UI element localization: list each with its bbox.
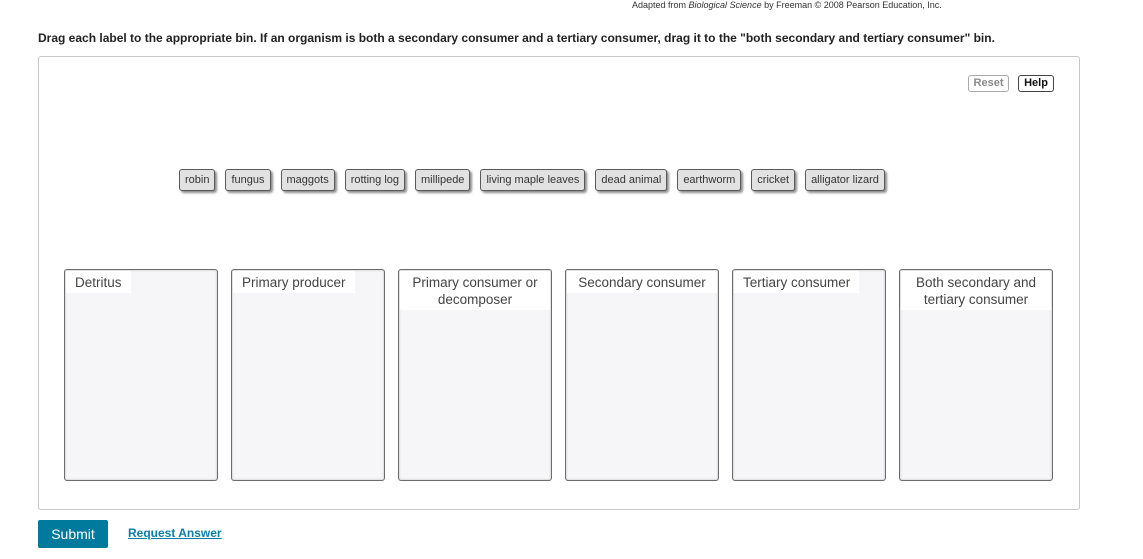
bin-tertiary-consumer[interactable] [732, 269, 886, 481]
draggable-label-living-maple-leaves[interactable]: living maple leaves [480, 169, 585, 191]
draggable-label-fungus[interactable]: fungus [225, 169, 270, 191]
credit-prefix: Adapted from [632, 0, 689, 10]
draggable-label-millipede[interactable]: millipede [415, 169, 470, 191]
drag-drop-panel [38, 56, 1080, 510]
credit-book-title: Biological Science [688, 0, 762, 10]
bin-primary-producer[interactable] [231, 269, 385, 481]
bin-header: Tertiary consumer [734, 271, 859, 293]
label-bank [179, 169, 885, 193]
drop-bins [64, 269, 1053, 481]
draggable-label-alligator-lizard[interactable]: alligator lizard [805, 169, 885, 191]
draggable-label-robin[interactable]: robin [179, 169, 215, 191]
bin-primary-consumer-or-decomposer[interactable] [398, 269, 552, 481]
reset-button[interactable]: Reset [968, 75, 1009, 92]
draggable-label-dead-animal[interactable]: dead animal [595, 169, 667, 191]
draggable-label-rotting-log[interactable]: rotting log [345, 169, 405, 191]
bin-header: Both secondary and tertiary consumer [901, 271, 1051, 310]
request-answer-link[interactable]: Request Answer [128, 526, 222, 540]
submit-button[interactable]: Submit [38, 520, 108, 548]
bin-header: Primary producer [233, 271, 355, 293]
bin-header: Secondary consumer [567, 271, 717, 293]
bin-detritus[interactable] [64, 269, 218, 481]
credit-line [632, 0, 942, 10]
bin-header: Primary consumer or decomposer [400, 271, 550, 310]
help-button[interactable]: Help [1018, 75, 1054, 92]
instructions-text: Drag each label to the appropriate bin. If an organism is both a secondary consumer and a tertiary consumer, drag it to the "both secondary and tertiary consumer" bin. [38, 31, 995, 45]
bin-secondary-consumer[interactable] [565, 269, 719, 481]
draggable-label-cricket[interactable]: cricket [751, 169, 795, 191]
draggable-label-maggots[interactable]: maggots [281, 169, 335, 191]
draggable-label-earthworm[interactable]: earthworm [677, 169, 741, 191]
bin-both-secondary-and-tertiary[interactable] [899, 269, 1053, 481]
credit-suffix: by Freeman © 2008 Pearson Education, Inc. [761, 0, 942, 10]
bin-header: Detritus [66, 271, 131, 293]
